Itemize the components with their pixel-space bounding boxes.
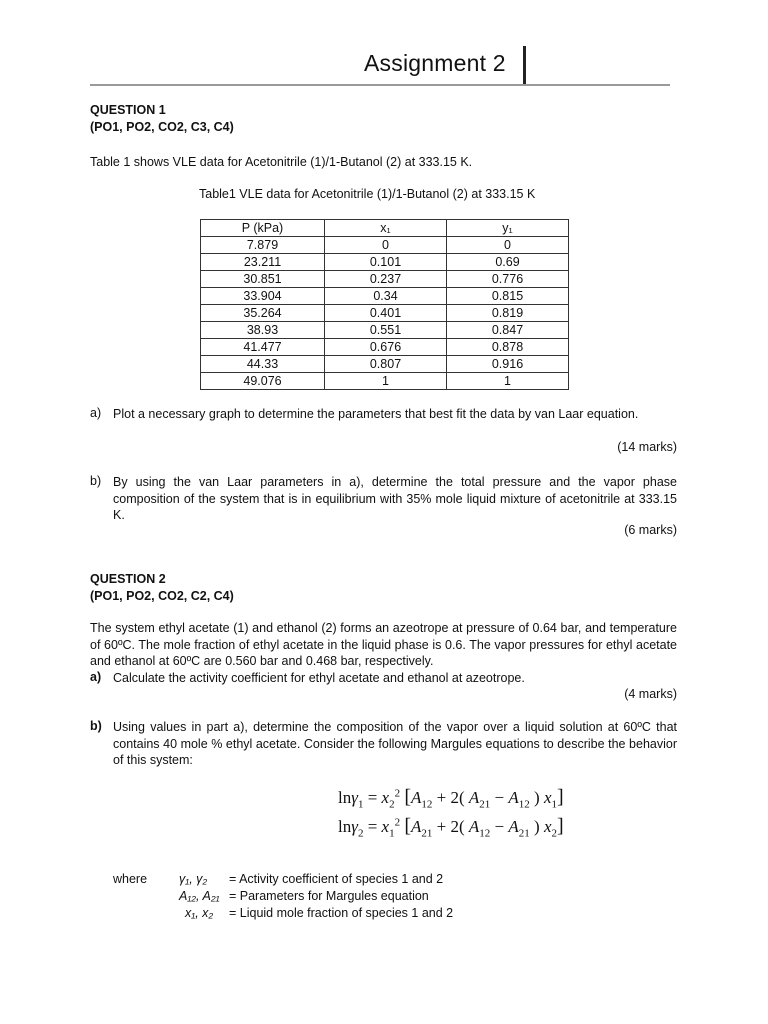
where-description: = Liquid mole fraction of species 1 and 2 — [229, 906, 454, 920]
table-cell: 1 — [447, 373, 569, 390]
where-description: = Parameters for Margules equation — [229, 889, 429, 903]
table-cell: 0 — [325, 237, 447, 254]
q1-part-b-marks: (6 marks) — [624, 523, 677, 537]
table-cell: 23.211 — [201, 254, 325, 271]
q2-part-b-text: Using values in part a), determine the composition of the vapor over a liquid solution at 60ºC that contains 40 mole % ethyl acetate. Consider the following Margules equations to describe the behavior of this system: — [113, 720, 677, 767]
title-vertical-bar — [523, 46, 526, 84]
question-1-outcomes: (PO1, PO2, CO2, C3, C4) — [90, 120, 234, 134]
where-symbols — [179, 871, 220, 922]
question-1-heading: QUESTION 1 — [90, 103, 166, 117]
q2-part-a-marks: (4 marks) — [624, 687, 677, 701]
table-cell: 0.237 — [325, 271, 447, 288]
table-cell: 0.815 — [447, 288, 569, 305]
table-row — [201, 356, 569, 373]
where-symbol: x₁, x₂ — [185, 906, 214, 920]
where-label: where — [113, 872, 148, 886]
table-cell: 0.551 — [325, 322, 447, 339]
where-descriptions — [229, 871, 453, 922]
table-cell: 44.33 — [201, 356, 325, 373]
vle-table-wrapper — [200, 219, 569, 390]
table-cell: 0.676 — [325, 339, 447, 356]
q1-part-a-marks: (14 marks) — [617, 440, 677, 454]
where-symbol: γ₁, γ₂ — [179, 872, 208, 886]
table-cell: 0.819 — [447, 305, 569, 322]
table-cell: 41.477 — [201, 339, 325, 356]
q2-part-a-text: Calculate the activity coefficient for ethyl acetate and ethanol at azeotrope. — [113, 671, 525, 685]
where-symbol: A₁₂, A₂₁ — [179, 889, 220, 903]
table-header-row — [201, 220, 569, 237]
q1-part-b-text: By using the van Laar parameters in a), determine the total pressure and the vapor phase composition of the system that is in equilibrium with 35% mole liquid mixture of acetonitrile at 333.15 K. — [113, 475, 677, 522]
table-cell: 0.916 — [447, 356, 569, 373]
table-cell: 0.847 — [447, 322, 569, 339]
table-cell: 0.807 — [325, 356, 447, 373]
q1-part-a-label: a) — [90, 406, 102, 420]
table-cell: 0.69 — [447, 254, 569, 271]
table-row — [201, 305, 569, 322]
question-1-intro: Table 1 shows VLE data for Acetonitrile (1)/1-Butanol (2) at 333.15 K. — [90, 155, 473, 169]
title-divider — [90, 84, 670, 86]
q1-part-a-text: Plot a necessary graph to determine the parameters that best fit the data by van Laar equation. — [113, 407, 639, 421]
table-cell: 0.776 — [447, 271, 569, 288]
q2-part-a-label: a) — [90, 670, 102, 684]
table-cell: 33.904 — [201, 288, 325, 305]
page-title: Assignment 2 — [364, 50, 506, 76]
question-2-heading: QUESTION 2 — [90, 572, 166, 586]
q1-part-b-label: b) — [90, 474, 102, 488]
question-2-intro: The system ethyl acetate (1) and ethanol (2) forms an azeotrope at pressure of 0.64 bar, and temperature of 60ºC. The mole fraction of ethyl acetate in the liquid phase is 0.6. The vapor pressures for ethyl acetate and ethanol at 60ºC are 0.560 bar and 0.468 bar, respectively. — [90, 621, 677, 668]
table-row — [201, 373, 569, 390]
table-caption: Table1 VLE data for Acetonitrile (1)/1-Butanol (2) at 333.15 K — [199, 187, 536, 201]
table-cell: 7.879 — [201, 237, 325, 254]
question-2-outcomes: (PO1, PO2, CO2, C2, C4) — [90, 589, 234, 603]
table-row — [201, 254, 569, 271]
table-cell: 0.401 — [325, 305, 447, 322]
margules-equation-2: $\ln\gamma_2 = x_1^2$ [$A_{21} + 2$( $A_{12} - A_{21}$ ) $x_2$] — [338, 815, 564, 840]
table-row — [201, 339, 569, 356]
table-cell: 1 — [325, 373, 447, 390]
table-row — [201, 271, 569, 288]
margules-equation-1: $\ln\gamma_1 = x_2^2$ [$A_{12} + 2$( $A_{21} - A_{12}$ ) $x_1$] — [338, 786, 564, 811]
q2-part-b-label: b) — [90, 719, 102, 733]
table-header-cell: x₁ — [325, 220, 447, 237]
table-cell: 38.93 — [201, 322, 325, 339]
table-cell: 0.878 — [447, 339, 569, 356]
table-cell: 35.264 — [201, 305, 325, 322]
where-description: = Activity coefficient of species 1 and 2 — [229, 872, 444, 886]
table-header-cell: y₁ — [447, 220, 569, 237]
table-row — [201, 322, 569, 339]
table-row — [201, 237, 569, 254]
table-cell: 0.101 — [325, 254, 447, 271]
table-cell: 0 — [447, 237, 569, 254]
table-cell: 30.851 — [201, 271, 325, 288]
table-cell: 49.076 — [201, 373, 325, 390]
table-row — [201, 288, 569, 305]
table-cell: 0.34 — [325, 288, 447, 305]
vle-table — [200, 219, 569, 390]
table-header-cell: P (kPa) — [201, 220, 325, 237]
